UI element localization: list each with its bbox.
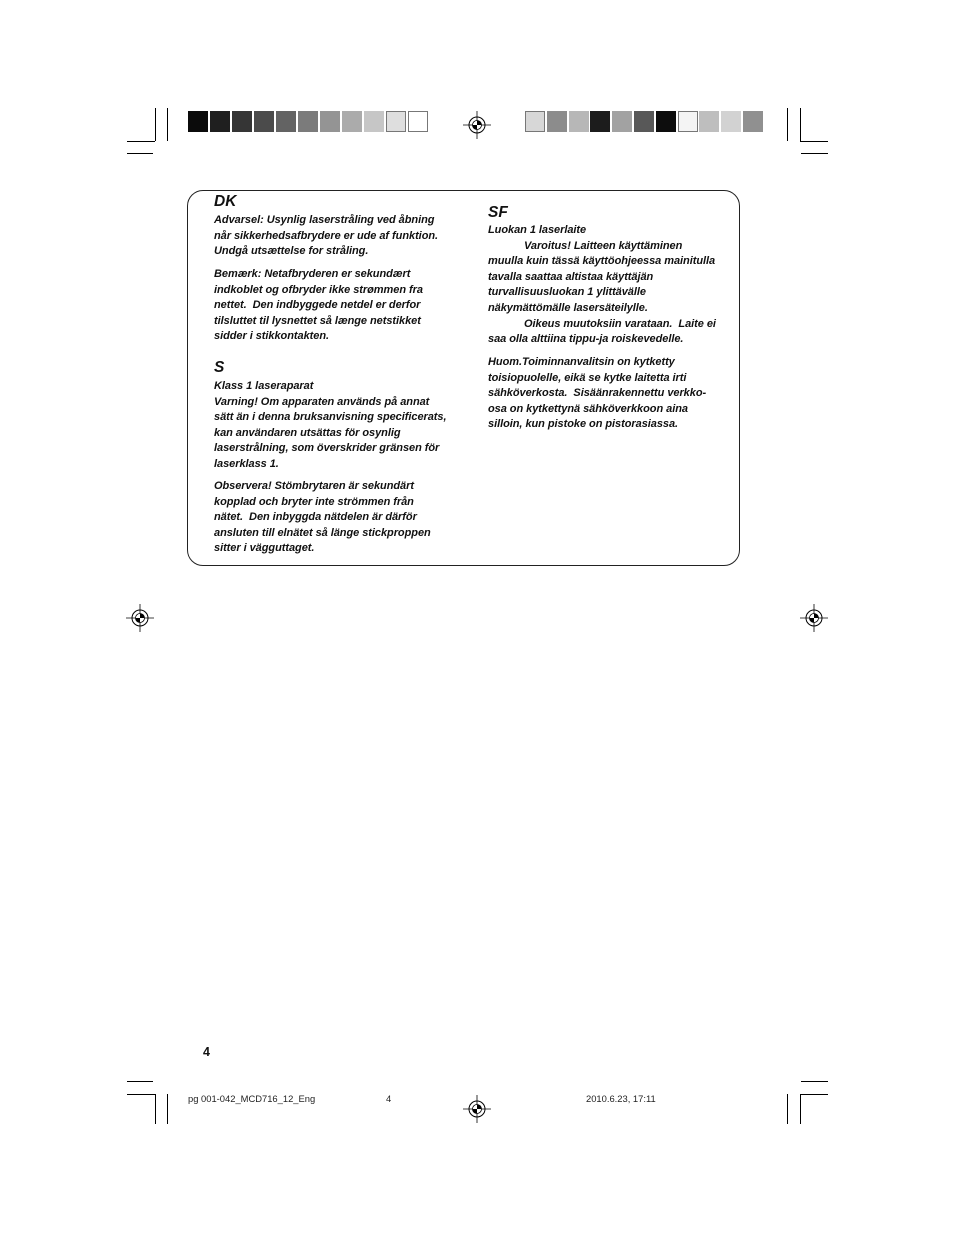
crop-mark [127, 1081, 153, 1082]
section-heading-s: S [214, 359, 225, 376]
text-line: Observera! Stömbrytaren är sekundärt [214, 480, 414, 492]
text-line: når sikkerhedsafbrydere er ude af funktion. [214, 229, 439, 242]
color-swatch [547, 111, 567, 132]
color-swatch [298, 111, 318, 132]
text-line: turvallisuusluokan 1 ylittävälle [488, 286, 646, 299]
color-swatch [210, 111, 230, 132]
color-swatch [612, 111, 632, 132]
crop-mark [787, 108, 788, 141]
registration-mark-icon [462, 1094, 492, 1124]
text-line: Undgå utsættelse for stråling. [214, 245, 369, 258]
text-line: muulla kuin tässä käyttöohjeessa mainitulla [488, 255, 716, 268]
paragraph-dk-warning [214, 213, 438, 260]
crop-mark [800, 108, 801, 141]
crop-mark [127, 1094, 155, 1095]
crop-mark [127, 153, 153, 154]
crop-mark [155, 1094, 156, 1124]
registration-mark-icon [462, 110, 492, 140]
color-swatch [320, 111, 340, 132]
slug-page: 4 [386, 1093, 392, 1104]
slug-file-name: pg 001-042_MCD716_12_Eng [188, 1093, 316, 1104]
registration-mark-icon [125, 603, 155, 633]
text-line: sähköverkosta. Sisäänrakennettu verkko- [488, 387, 707, 400]
text-line: Varoitus! Laitteen käyttäminen [524, 239, 683, 252]
color-swatch [408, 111, 428, 132]
color-bar-right [525, 111, 763, 132]
text-line: Varning! Om apparaten används på annat [214, 395, 430, 408]
color-swatch [525, 111, 545, 132]
text-line: nettet. Den indbyggede netdel er derfor [214, 299, 421, 312]
text-line: Advarsel: Usynlig laserstråling ved åbning [214, 214, 435, 226]
crop-mark [800, 1094, 801, 1124]
text-line: nätet. Den inbyggda nätdelen är därför [214, 511, 417, 524]
color-swatch [342, 111, 362, 132]
color-swatch [386, 111, 406, 132]
crop-mark [800, 141, 828, 142]
text-line: tilsluttet til lysnettet så længe netstikket [214, 314, 421, 327]
crop-mark [801, 153, 828, 154]
crop-mark [167, 1094, 168, 1124]
color-swatch [569, 111, 589, 132]
text-line: Huom.Toiminnanvalitsin on kytketty [488, 356, 675, 368]
text-line: kan användaren utsättas för osynlig [214, 426, 401, 439]
text-line: laserstrålning, som överskrider gränsen för [214, 442, 440, 455]
color-swatch [721, 111, 741, 132]
paragraph-sf-warning [488, 223, 716, 348]
color-swatch [743, 111, 763, 132]
paragraph-s-warning [214, 379, 447, 473]
color-swatch [276, 111, 296, 132]
paragraph-sf-note [488, 355, 706, 433]
text-line: sätt än i denna bruksanvisning specificerats, [214, 411, 447, 424]
color-swatch [188, 111, 208, 132]
section-heading-sf: SF [488, 204, 508, 221]
paragraph-dk-note [214, 267, 423, 345]
crop-mark [800, 1094, 828, 1095]
text-line: Klass 1 laseraparat [214, 380, 314, 392]
text-line: ansluten till elnätet så länge stickproppen [214, 526, 431, 539]
crop-mark [155, 108, 156, 141]
paragraph-s-note [214, 479, 431, 557]
text-line: kopplad och bryter inte strömmen från [214, 495, 414, 508]
color-swatch [656, 111, 676, 132]
text-line: saa olla alttiina tippu-ja roiskevedelle. [488, 333, 684, 346]
text-line: näkymättömälle lasersäteilylle. [488, 301, 648, 314]
color-swatch [364, 111, 384, 132]
slug-timestamp: 2010.6.23, 17:11 [586, 1093, 656, 1104]
text-line: sidder i stikkontakten. [214, 330, 329, 343]
crop-mark [127, 141, 155, 142]
text-line: Luokan 1 laserlaite [488, 224, 587, 236]
text-line: Bemærk: Netafbryderen er sekundært [214, 268, 411, 280]
text-line: Oikeus muutoksiin varataan. Laite ei [524, 317, 716, 330]
color-swatch [699, 111, 719, 132]
crop-mark [787, 1094, 788, 1124]
color-bar-left [188, 111, 428, 132]
registration-mark-icon [799, 603, 829, 633]
text-line: osa on kytkettynä sähköverkkoon aina [488, 402, 688, 415]
text-line: tavalla saattaa altistaa käyttäjän [488, 270, 654, 283]
text-line: sitter i vägguttaget. [214, 542, 315, 555]
crop-mark [167, 108, 168, 141]
page-number: 4 [203, 1045, 210, 1059]
color-swatch [232, 111, 252, 132]
color-swatch [590, 111, 610, 132]
color-swatch [634, 111, 654, 132]
text-line: toisiopuolelle, eikä se kytke laitetta irti [488, 371, 687, 384]
text-line: silloin, kun pistoke on pistorasiassa. [488, 418, 679, 431]
text-line: laserklass 1. [214, 457, 279, 470]
color-swatch [254, 111, 274, 132]
text-line: indkoblet og ofbryder ikke strømmen fra [214, 283, 423, 296]
section-heading-dk: DK [214, 193, 237, 210]
color-swatch [678, 111, 698, 132]
crop-mark [801, 1081, 828, 1082]
